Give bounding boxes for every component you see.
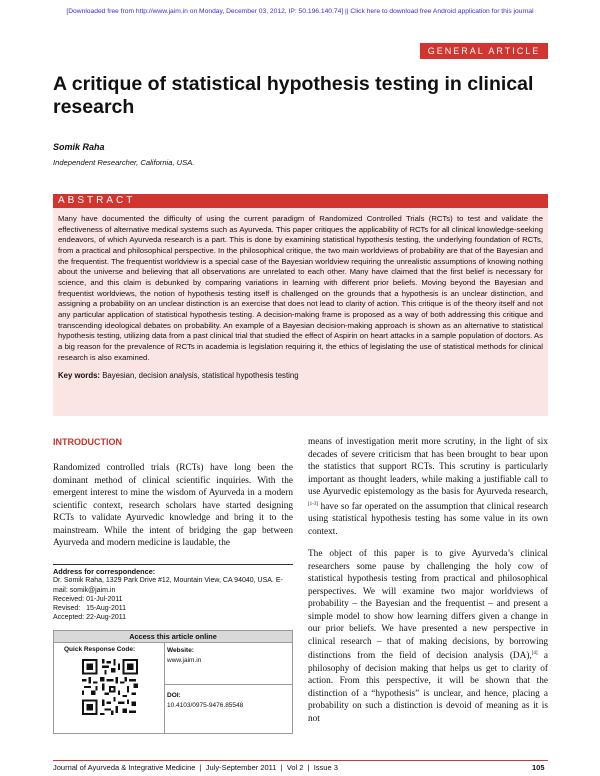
- footer-divider: [53, 760, 548, 761]
- revised-date: Revised: 15-Aug-2011: [53, 605, 127, 613]
- correspondence-address: Dr. Somik Raha, 1329 Park Drive #12, Mountain View, CA 94040, USA. E-mail: somik@jaim.in: [53, 577, 283, 594]
- author-affiliation: Independent Researcher, California, USA.: [53, 158, 195, 167]
- keywords: [58, 371, 543, 380]
- journal-footer: Journal of Ayurveda & Integrative Medicine | July-September 2011 | Vol 2 | Issue 3: [53, 763, 338, 772]
- website-link[interactable]: www.jaim.in: [167, 657, 202, 664]
- correspondence-heading: Address for correspondence:: [53, 567, 156, 576]
- received-date: Received: 01-Jul-2011: [53, 595, 123, 603]
- abstract-text: Many have documented the difficulty of using the current paradigm of Randomized Controlled Trials (RCTs) to test and validate the effectiveness of alternative medical systems such as Ayurveda. This paper critiques the applicability of RCTs for all clinical knowledge-seeking endeavors, of which Ayurveda research is a part. This is done by examining statistical hypothesis testing, the underlying foundation of RCTs, from a practical and philosophical perspective. In the philosophical critique, the two main worldviews of probability are that of the Bayesian and the frequentist. The frequentist worldview is a special case of the Bayesian worldview requiring the unrealistic assumptions of knowing nothing about the universe and believing that all observations are unrelated to each other. Many have claimed that the first belief is necessary for science, and this claim is debunked by comparing variations in learning with different prior beliefs. Moving beyond the Bayesian and frequentist worldviews, the notion of hypothesis testing itself is challenged on the grounds that a hypothesis is an unclear distinction, and assigning a probability on an unclear distinction is an exercise that does not lead to clarity of action. This critique is of the theory itself and not any particular application of statistical hypothesis testing. A decision-making frame is proposed as a way of both addressing this critique and transcending ideological debates on probability. An example of a Bayesian decision-making approach is shown as an alternative to statistical hypothesis testing, utilizing data from a past clinical trial that studied the effect of Aspirin on heart attacks in a sample population of doctors. As a big reason for the prevalence of RCTs in academia is legislation requiring it, the ethics of legislating the use of statistical methods for clinical research is also examined.: [58, 214, 543, 362]
- access-online-box: [53, 630, 293, 734]
- doi-link[interactable]: 10.4103/0975-9476.85548: [167, 702, 244, 709]
- keywords-list: Bayesian, decision analysis, statistical hypothesis testing: [102, 371, 299, 381]
- correspondence-block: [53, 567, 293, 623]
- access-info-cell: [167, 642, 292, 734]
- page-number: 105: [532, 763, 545, 772]
- correspondence-divider: [53, 564, 293, 565]
- qr-cell: [54, 642, 165, 734]
- website-label: Website:: [167, 647, 194, 654]
- intro-paragraph-1: Randomized controlled trials (RCTs) have long been the dominant method of clinical scientific inquiries. With the emergent interest to mine the wisdom of Ayurveda in a modern scientific context, research scholars have started designing RCTs to validate Ayurvedic knowledge and bring it to the mainstream. While the intent of bridging the gap between Ayurveda and modern medicine is laudable, the: [53, 463, 293, 548]
- qr-label: Quick Response Code:: [64, 646, 136, 653]
- access-header: Access this article online: [54, 631, 292, 643]
- author-name: Somik Raha: [53, 142, 105, 152]
- intro-paragraph-2: means of investigation merit more scrutiny, in the light of six decades of severe criticism that has been brought to bear upon the statistics that support RCTs. This scrutiny is particularly important as thought leaders, while making a justifiable call to use Ayurvedic epistemology as the basis for Ayurveda research,[1-3] have so far operated on the assumption that clinical research using statistical hypothesis testing has some value in its own context.: [308, 437, 548, 537]
- access-info-divider: [164, 684, 292, 685]
- abstract-box: [53, 208, 548, 416]
- section-label: GENERAL ARTICLE: [420, 43, 548, 59]
- abstract-heading: ABSTRACT: [58, 195, 136, 206]
- article-title: A critique of statistical hypothesis testing in clinical research: [53, 73, 534, 118]
- introduction-heading: INTRODUCTION: [53, 437, 122, 447]
- doi-label: DOI:: [167, 692, 181, 699]
- accepted-date: Accepted: 22-Aug-2011: [53, 614, 127, 622]
- qr-code-icon[interactable]: [82, 659, 138, 715]
- keywords-label: Key words:: [58, 371, 101, 381]
- citation[interactable]: [1-3]: [308, 501, 318, 507]
- citation[interactable]: [4]: [531, 651, 538, 656]
- download-banner[interactable]: [Downloaded free from http://www.jaim.in on Monday, December 03, 2012, IP: 50.196.140.74] || Click here to download free Android application for this journal: [66, 8, 534, 15]
- intro-paragraph-3: The object of this paper is to give Ayurveda’s clinical researchers some pause by challenging the holy cow of statistical hypothesis testing from practical and philosophical perspectives. We will examine two major worldviews of probability – the Bayesian and the frequentist – and present a simple model to show how learning differs given a change in our prior beliefs. We have presented a new perspective in clinical research – that of making decisions, by borrowing distinctions from the field of decision analysis (DA),[4] a philosophy of decision making that helps us get to clarity of action. From this perspective, it will be shown that the distinction of a “hypothesis” is unclear, and hence, placing a probability on such a distinction is devoid of meaning as it is not: [308, 549, 548, 724]
